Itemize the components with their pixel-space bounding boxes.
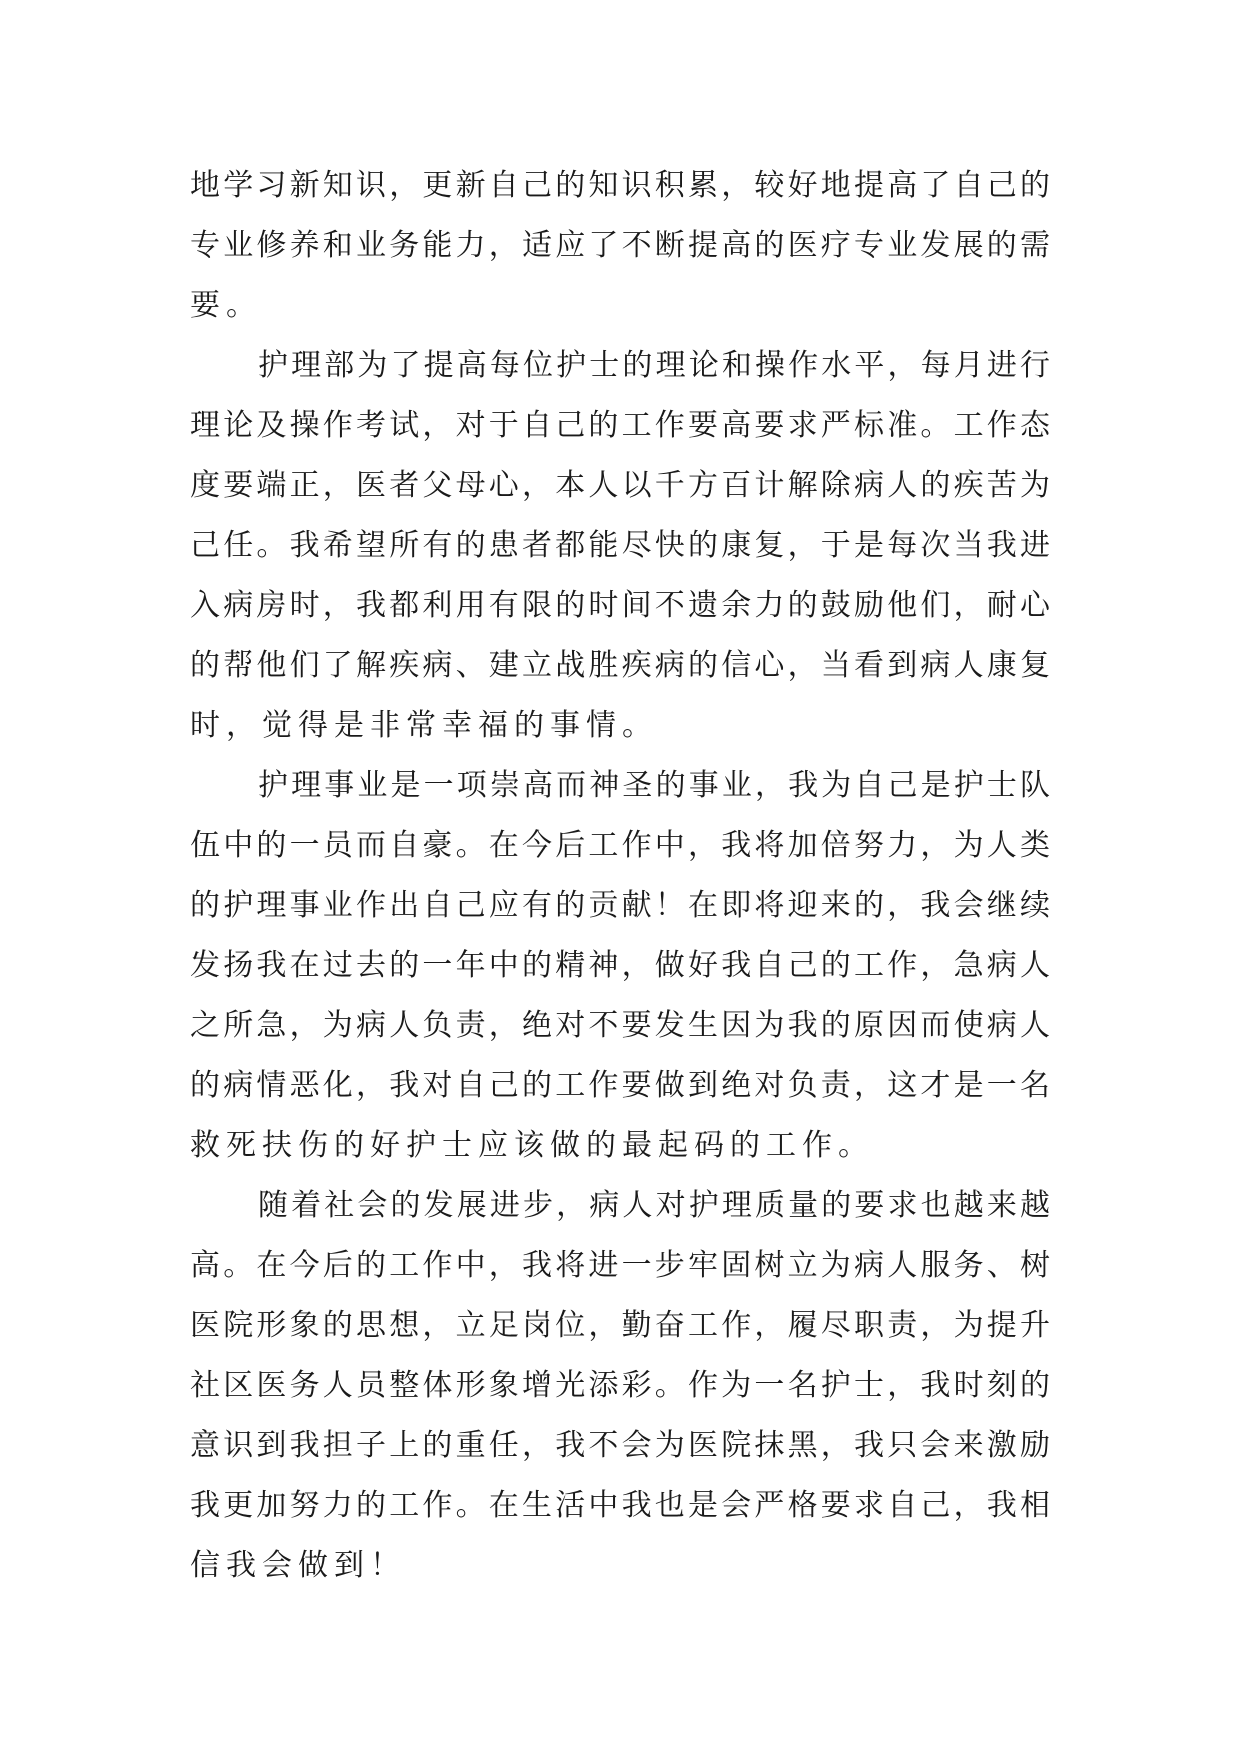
- text-line: 我更加努力的工作。在生活中我也是会严格要求自己，我相: [190, 1488, 1050, 1523]
- paragraph-2: [190, 336, 1050, 756]
- text-line: 之所急，为病人负责，绝对不要发生因为我的原因而使病人: [190, 1008, 1050, 1043]
- text-line: 高。在今后的工作中，我将进一步牢固树立为病人服务、树: [190, 1248, 1050, 1283]
- text-line: 度要端正，医者父母心，本人以千方百计解除病人的疾苦为: [190, 468, 1050, 503]
- paragraph-4: [190, 1176, 1050, 1596]
- text-line: 护理事业是一项崇高而神圣的事业，我为自己是护士队: [258, 768, 1050, 803]
- text-line: 时，觉得是非常幸福的事情。: [190, 708, 658, 743]
- text-line: 要。: [190, 288, 262, 323]
- text-line: 随着社会的发展进步，病人对护理质量的要求也越来越: [258, 1188, 1050, 1223]
- text-line: 伍中的一员而自豪。在今后工作中，我将加倍努力，为人类: [190, 828, 1050, 863]
- text-line: 专业修养和业务能力，适应了不断提高的医疗专业发展的需: [190, 228, 1050, 263]
- text-line: 发扬我在过去的一年中的精神，做好我自己的工作，急病人: [190, 948, 1050, 983]
- text-line: 的病情恶化，我对自己的工作要做到绝对负责，这才是一名: [190, 1068, 1050, 1103]
- document-body: [190, 156, 1050, 1596]
- text-line: 信我会做到！: [190, 1548, 406, 1583]
- text-line: 医院形象的思想，立足岗位，勤奋工作，履尽职责，为提升: [190, 1308, 1050, 1343]
- text-line: 意识到我担子上的重任，我不会为医院抹黑，我只会来激励: [190, 1428, 1050, 1463]
- text-line: 理论及操作考试，对于自己的工作要高要求严标准。工作态: [190, 408, 1050, 443]
- text-line: 社区医务人员整体形象增光添彩。作为一名护士，我时刻的: [190, 1368, 1050, 1403]
- text-line: 地学习新知识，更新自己的知识积累，较好地提高了自己的: [190, 168, 1050, 203]
- text-line: 救死扶伤的好护士应该做的最起码的工作。: [190, 1128, 874, 1163]
- text-line: 的护理事业作出自己应有的贡献！在即将迎来的，我会继续: [190, 888, 1050, 923]
- text-line: 己任。我希望所有的患者都能尽快的康复，于是每次当我进: [190, 528, 1050, 563]
- text-line: 护理部为了提高每位护士的理论和操作水平，每月进行: [258, 348, 1050, 383]
- paragraph-3: [190, 756, 1050, 1176]
- text-line: 的帮他们了解疾病、建立战胜疾病的信心，当看到病人康复: [190, 648, 1050, 683]
- paragraph-1: [190, 156, 1050, 336]
- text-line: 入病房时，我都利用有限的时间不遗余力的鼓励他们，耐心: [190, 588, 1050, 623]
